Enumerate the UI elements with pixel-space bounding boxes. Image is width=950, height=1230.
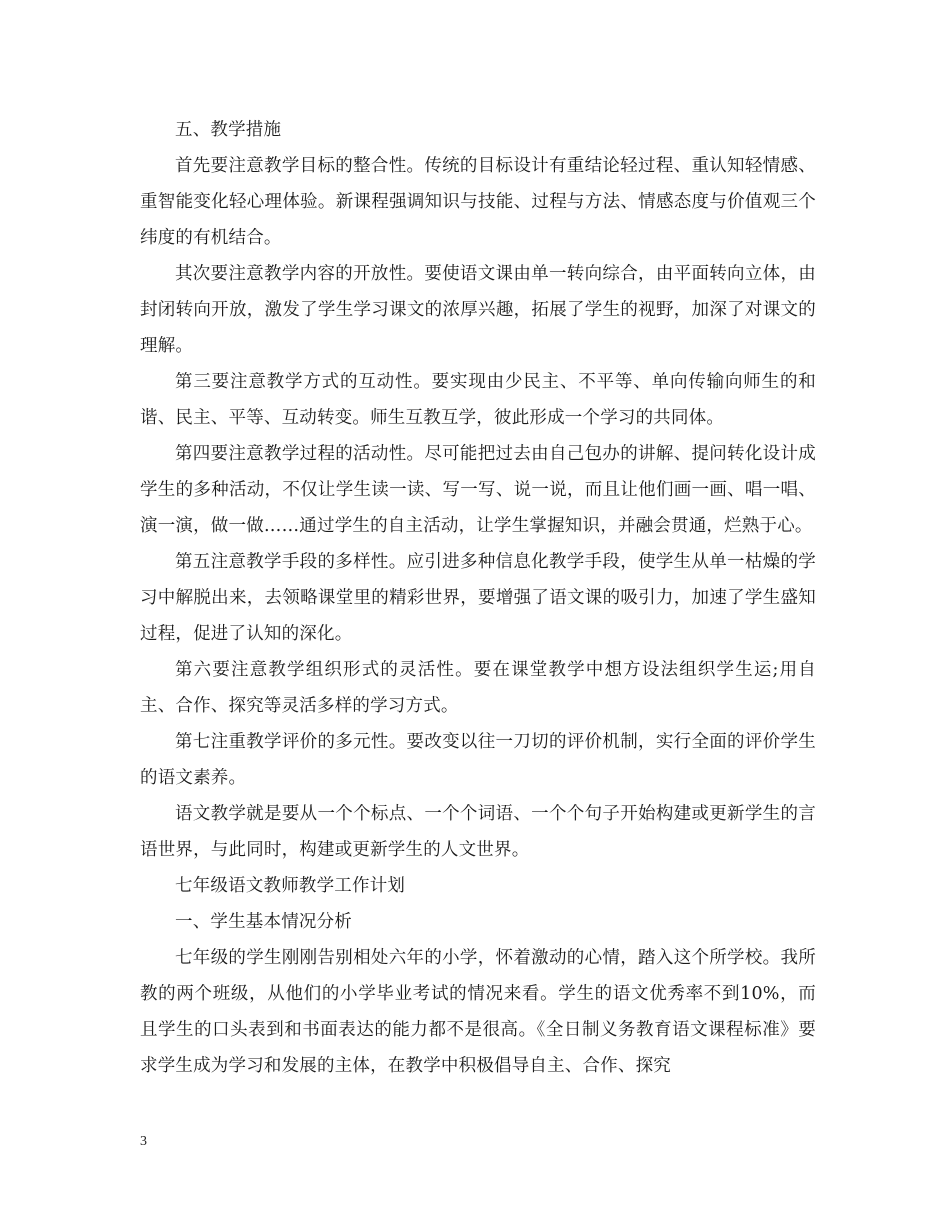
document-body <box>140 112 816 1084</box>
paragraph-means-diversity: 第五注意教学手段的多样性。应引进多种信息化教学手段，使学生从单一枯燥的学习中解脱出来，去领略课堂里的精彩世界，要增强了语文课的吸引力，加速了学生盛知过程，促进了认知的深化。 <box>140 552 816 644</box>
page-number: 3 <box>140 1134 147 1149</box>
paragraph-language-teaching-summary: 语文教学就是要从一个个标点、一个个词语、一个个句子开始构建或更新学生的言语世界，与此同时，构建或更新学生的人文世界。 <box>140 804 816 860</box>
paragraph-goal-integration: 首先要注意教学目标的整合性。传统的目标设计有重结论轻过程、重认知轻情感、重智能变化轻心理体验。新课程强调知识与技能、过程与方法、情感态度与价值观三个纬度的有机结合。 <box>140 156 816 248</box>
paragraph-process-activity: 第四要注意教学过程的活动性。尽可能把过去由自己包办的讲解、提问转化设计成学生的多种活动，不仅让学生读一读、写一写、说一说，而且让他们画一画、唱一唱、演一演，做一做……通过学生的自主活动，让学生掌握知识，并融会贯通，烂熟于心。 <box>140 444 816 536</box>
paragraph-evaluation-plurality: 第七注重教学评价的多元性。要改变以往一刀切的评价机制，实行全面的评价学生的语文素养。 <box>140 732 816 788</box>
paragraph-method-interaction: 第三要注意教学方式的互动性。要实现由少民主、不平等、单向传输向师生的和谐、民主、平等、互动转变。师生互教互学，彼此形成一个学习的共同体。 <box>140 372 816 428</box>
paragraph-organization-flexibility: 第六要注意教学组织形式的灵活性。要在课堂教学中想方设法组织学生运;用自主、合作、探究等灵活多样的学习方式。 <box>140 660 816 716</box>
section-heading-teaching-measures: 五、教学措施 <box>175 120 282 140</box>
section-heading-student-analysis: 一、学生基本情况分析 <box>175 912 352 932</box>
document-subtitle-work-plan: 七年级语文教师教学工作计划 <box>175 876 406 896</box>
paragraph-content-openness: 其次要注意教学内容的开放性。要使语文课由单一转向综合，由平面转向立体，由封闭转向开放，激发了学生学习课文的浓厚兴趣，拓展了学生的视野，加深了对课文的理解。 <box>140 264 816 356</box>
paragraph-student-situation: 七年级的学生刚刚告别相处六年的小学，怀着激动的心情，踏入这个所学校。我所教的两个班级，从他们的小学毕业考试的情况来看。学生的语文优秀率不到10%，而且学生的口头表到和书面表达的能力都不是很高。《全日制义务教育语文课程标准》要求学生成为学习和发展的主体，在教学中积极倡导自主、合作、探究 <box>140 948 816 1076</box>
